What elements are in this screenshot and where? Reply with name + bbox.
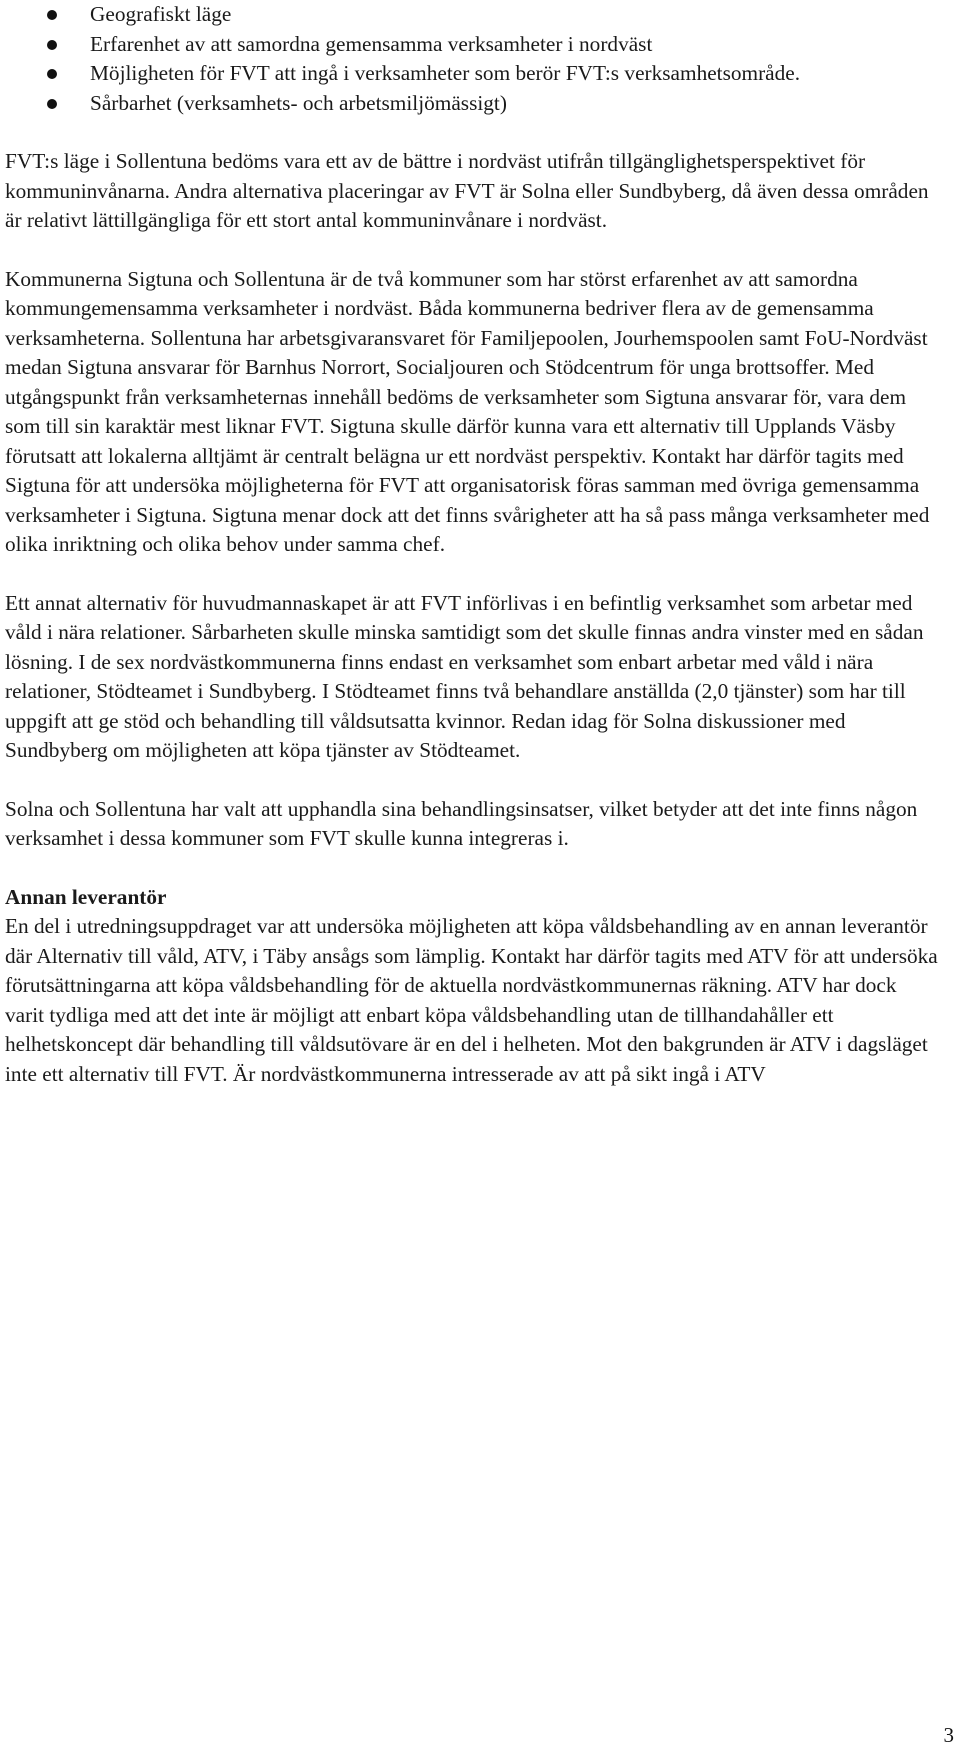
bullet-icon bbox=[47, 40, 57, 50]
list-item bbox=[5, 59, 940, 89]
section-body: En del i utredningsuppdraget var att undersöka möjligheten att köpa våldsbehandling av en annan leverantör där Alternativ till våld, ATV, i Täby ansågs som lämplig. Kontakt har därför tagits med ATV för att undersöka förutsättningarna att köpa våldsbehandling för de aktuella nordvästkommunernas räkning. ATV har dock varit tydliga med att det inte är möjligt att enbart köpa våldsbehandling utan de tillhandahåller ett helhetskoncept där behandling till våldsutövare är en del i helheten. Mot den bakgrunden är ATV i dagsläget inte ett alternativ till FVT. Är nordvästkommunerna intresserade av att på sikt ingå i ATV bbox=[5, 914, 938, 1086]
page-number: 3 bbox=[943, 1723, 954, 1747]
list-item bbox=[5, 30, 940, 60]
list-item-text: Sårbarhet (verksamhets- och arbetsmiljömässigt) bbox=[90, 90, 507, 115]
paragraph-location: FVT:s läge i Sollentuna bedöms vara ett av de bättre i nordväst utifrån tillgänglighetsperspektivet för kommuninvånarna. Andra alternativa placeringar av FVT är Solna eller Sundbyberg, då även dessa områden är relativt lättillgängliga för ett stort antal kommuninvånare i nordväst. bbox=[5, 149, 929, 232]
bullet-icon bbox=[47, 69, 57, 79]
list-item-text: Erfarenhet av att samordna gemensamma verksamheter i nordväst bbox=[90, 31, 653, 56]
list-item bbox=[5, 0, 940, 30]
list-item bbox=[5, 89, 940, 119]
paragraph-procurement: Solna och Sollentuna har valt att upphandla sina behandlingsinsatser, vilket betyder att det inte finns någon verksamhet i dessa kommuner som FVT skulle kunna integreras i. bbox=[5, 796, 918, 850]
list-item-text: Möjligheten för FVT att ingå i verksamheter som berör FVT:s verksamhetsområde. bbox=[90, 61, 801, 85]
section-heading: Annan leverantör bbox=[5, 884, 167, 909]
bullet-icon bbox=[47, 10, 57, 20]
paragraph-alternative: Ett annat alternativ för huvudmannaskapet är att FVT införlivas i en befintlig verksamhet som arbetar med våld i nära relationer. Sårbarheten skulle minska samtidigt som det skulle finnas andra vinster med en sådan lösning. I de sex nordvästkommunerna finns endast en verksamhet som enbart arbetar med våld i nära relationer, Stödteamet i Sundbyberg. I Stödteamet finns två behandlare anställda (2,0 tjänster) som har till uppgift att ge stöd och behandling till våldsutsatta kvinnor. Redan idag för Solna diskussioner med Sundbyberg om möjligheten att köpa tjänster av Stödteamet. bbox=[5, 590, 924, 762]
list-item-text: Geografiskt läge bbox=[90, 2, 232, 26]
document-page bbox=[5, 0, 940, 1089]
criteria-list bbox=[5, 0, 940, 118]
paragraph-experience: Kommunerna Sigtuna och Sollentuna är de två kommuner som har störst erfarenhet av att samordna kommungemensamma verksamheter i nordväst. Båda kommunerna bedriver flera av de gemensamma verksamheterna. Sollentuna har arbetsgivaransvaret för Familjepoolen, Jourhemspoolen samt FoU-Nordväst medan Sigtuna ansvarar för Barnhus Norrort, Socialjouren och Stödcentrum för unga brottsoffer. Med utgångspunkt från verksamheternas innehåll bedöms de verksamheter som Sigtuna ansvarar för, vara dem som till sin karaktär mest liknar FVT. Sigtuna skulle därför kunna vara ett alternativ till Upplands Väsby förutsatt att lokalerna alltjämt är centralt belägna ur ett nordväst perspektiv. Kontakt har därför tagits med Sigtuna för att undersöka möjligheterna för FVT att organisatorisk föras samman med övriga gemensamma verksamheter i Sigtuna. Sigtuna menar dock att det finns svårigheter att ha så pass många verksamheter med olika inriktning och olika behov under samma chef. bbox=[5, 266, 930, 556]
bullet-icon bbox=[47, 99, 57, 109]
